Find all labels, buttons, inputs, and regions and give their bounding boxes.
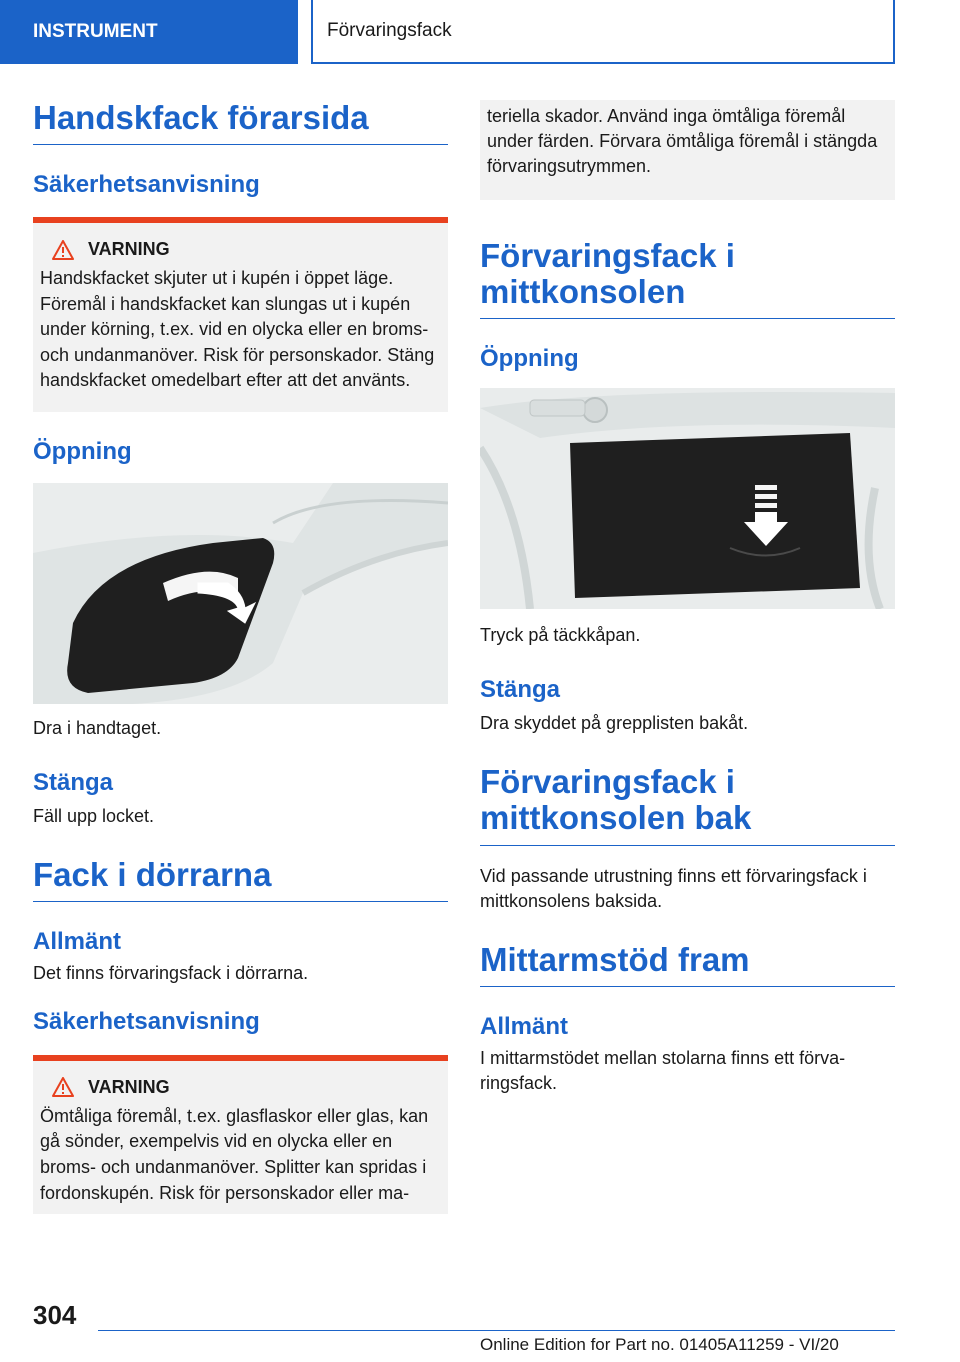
glovebox-image <box>33 483 448 704</box>
warning-box-2 <box>33 1055 448 1214</box>
center-open-text: Tryck på täckkåpan. <box>480 624 641 645</box>
header-chapter <box>311 0 895 64</box>
glovebox-illustration <box>33 483 448 704</box>
warning-box-1 <box>33 217 448 412</box>
armrest-general-heading: Allmänt <box>480 1013 569 1041</box>
right-column <box>480 100 895 1097</box>
glovebox-open-text: Dra i handtaget. <box>33 717 162 738</box>
warning-label-2: VARNING <box>88 1076 170 1097</box>
doors-general-heading: Allmänt <box>33 928 122 956</box>
rear-console-text: Vid passande utrustning finns ett förvaringsfack i mittkonsolens baksida. <box>480 865 867 911</box>
doors-title: Fack i dörrarna <box>33 857 448 902</box>
left-column <box>33 100 448 1214</box>
glovebox-open-heading: Öppning <box>33 437 132 465</box>
warning-label-1: VARNING <box>88 239 170 260</box>
page-number: 304 <box>33 1300 77 1330</box>
warning-title-1 <box>40 239 440 260</box>
glovebox-close-heading: Stänga <box>33 768 114 796</box>
rear-console-title: Förvaringsfack i mittkonsolen bak <box>480 764 895 846</box>
warning-box-2-continued <box>480 100 895 200</box>
header-section <box>0 0 298 64</box>
header-chapter-label: Förvaringsfack <box>327 20 452 41</box>
warning-triangle-icon <box>52 240 74 260</box>
center-open-heading: Öppning <box>480 345 579 373</box>
safety-heading: Säkerhetsanvisning <box>33 171 260 199</box>
center-close-heading: Stänga <box>480 676 561 704</box>
armrest-general-text: I mittarmstödet mellan stolarna finns ett förvaringsfack. <box>480 1048 846 1094</box>
doors-general-text: Det finns förvaringsfack i dörrarna. <box>33 962 309 983</box>
armrest-title: Mittarmstöd fram <box>480 942 895 987</box>
footer-divider <box>98 1330 895 1331</box>
warning-text-2: Ömtåliga föremål, t.ex. glasflaskor eller glas, kan gå sönder, exempelvis vid en olycka eller en broms- och undanmanöver. Splitter kan spridas i fordonskupén. Risk för personskador eller ma- <box>40 1105 429 1203</box>
glovebox-title: Handskfack förarsida <box>33 100 448 145</box>
header-section-label: INSTRUMENT <box>33 21 158 42</box>
center-console-image <box>480 388 895 609</box>
warning-title-2 <box>40 1077 440 1098</box>
glovebox-close-text: Fäll upp locket. <box>33 805 155 826</box>
footer-edition: Online Edition for Part no. 01405A11259 - VI/20 <box>480 1335 839 1354</box>
doors-safety-heading: Säkerhetsanvisning <box>33 1008 260 1036</box>
center-console-illustration <box>480 388 895 609</box>
warning-text-1: Handskfacket skjuter ut i kupén i öppet läge. Föremål i handskfacket kan slungas ut i kupén under körning, t.ex. vid en olycka eller en broms- och undanmanöver. Risk för personskador. Stäng handskfacket omedelbart efter att det använts. <box>40 268 435 391</box>
warning-triangle-icon <box>52 1077 74 1097</box>
center-console-title: Förvaringsfack i mittkonsolen <box>480 238 895 320</box>
warning-text-2-continued: teriella skador. Använd inga ömtåliga föremål under färden. Förvara ömtåliga föremål i stängda förvaringsutrymmen. <box>487 106 878 177</box>
center-close-text: Dra skyddet på grepplisten bakåt. <box>480 712 749 733</box>
